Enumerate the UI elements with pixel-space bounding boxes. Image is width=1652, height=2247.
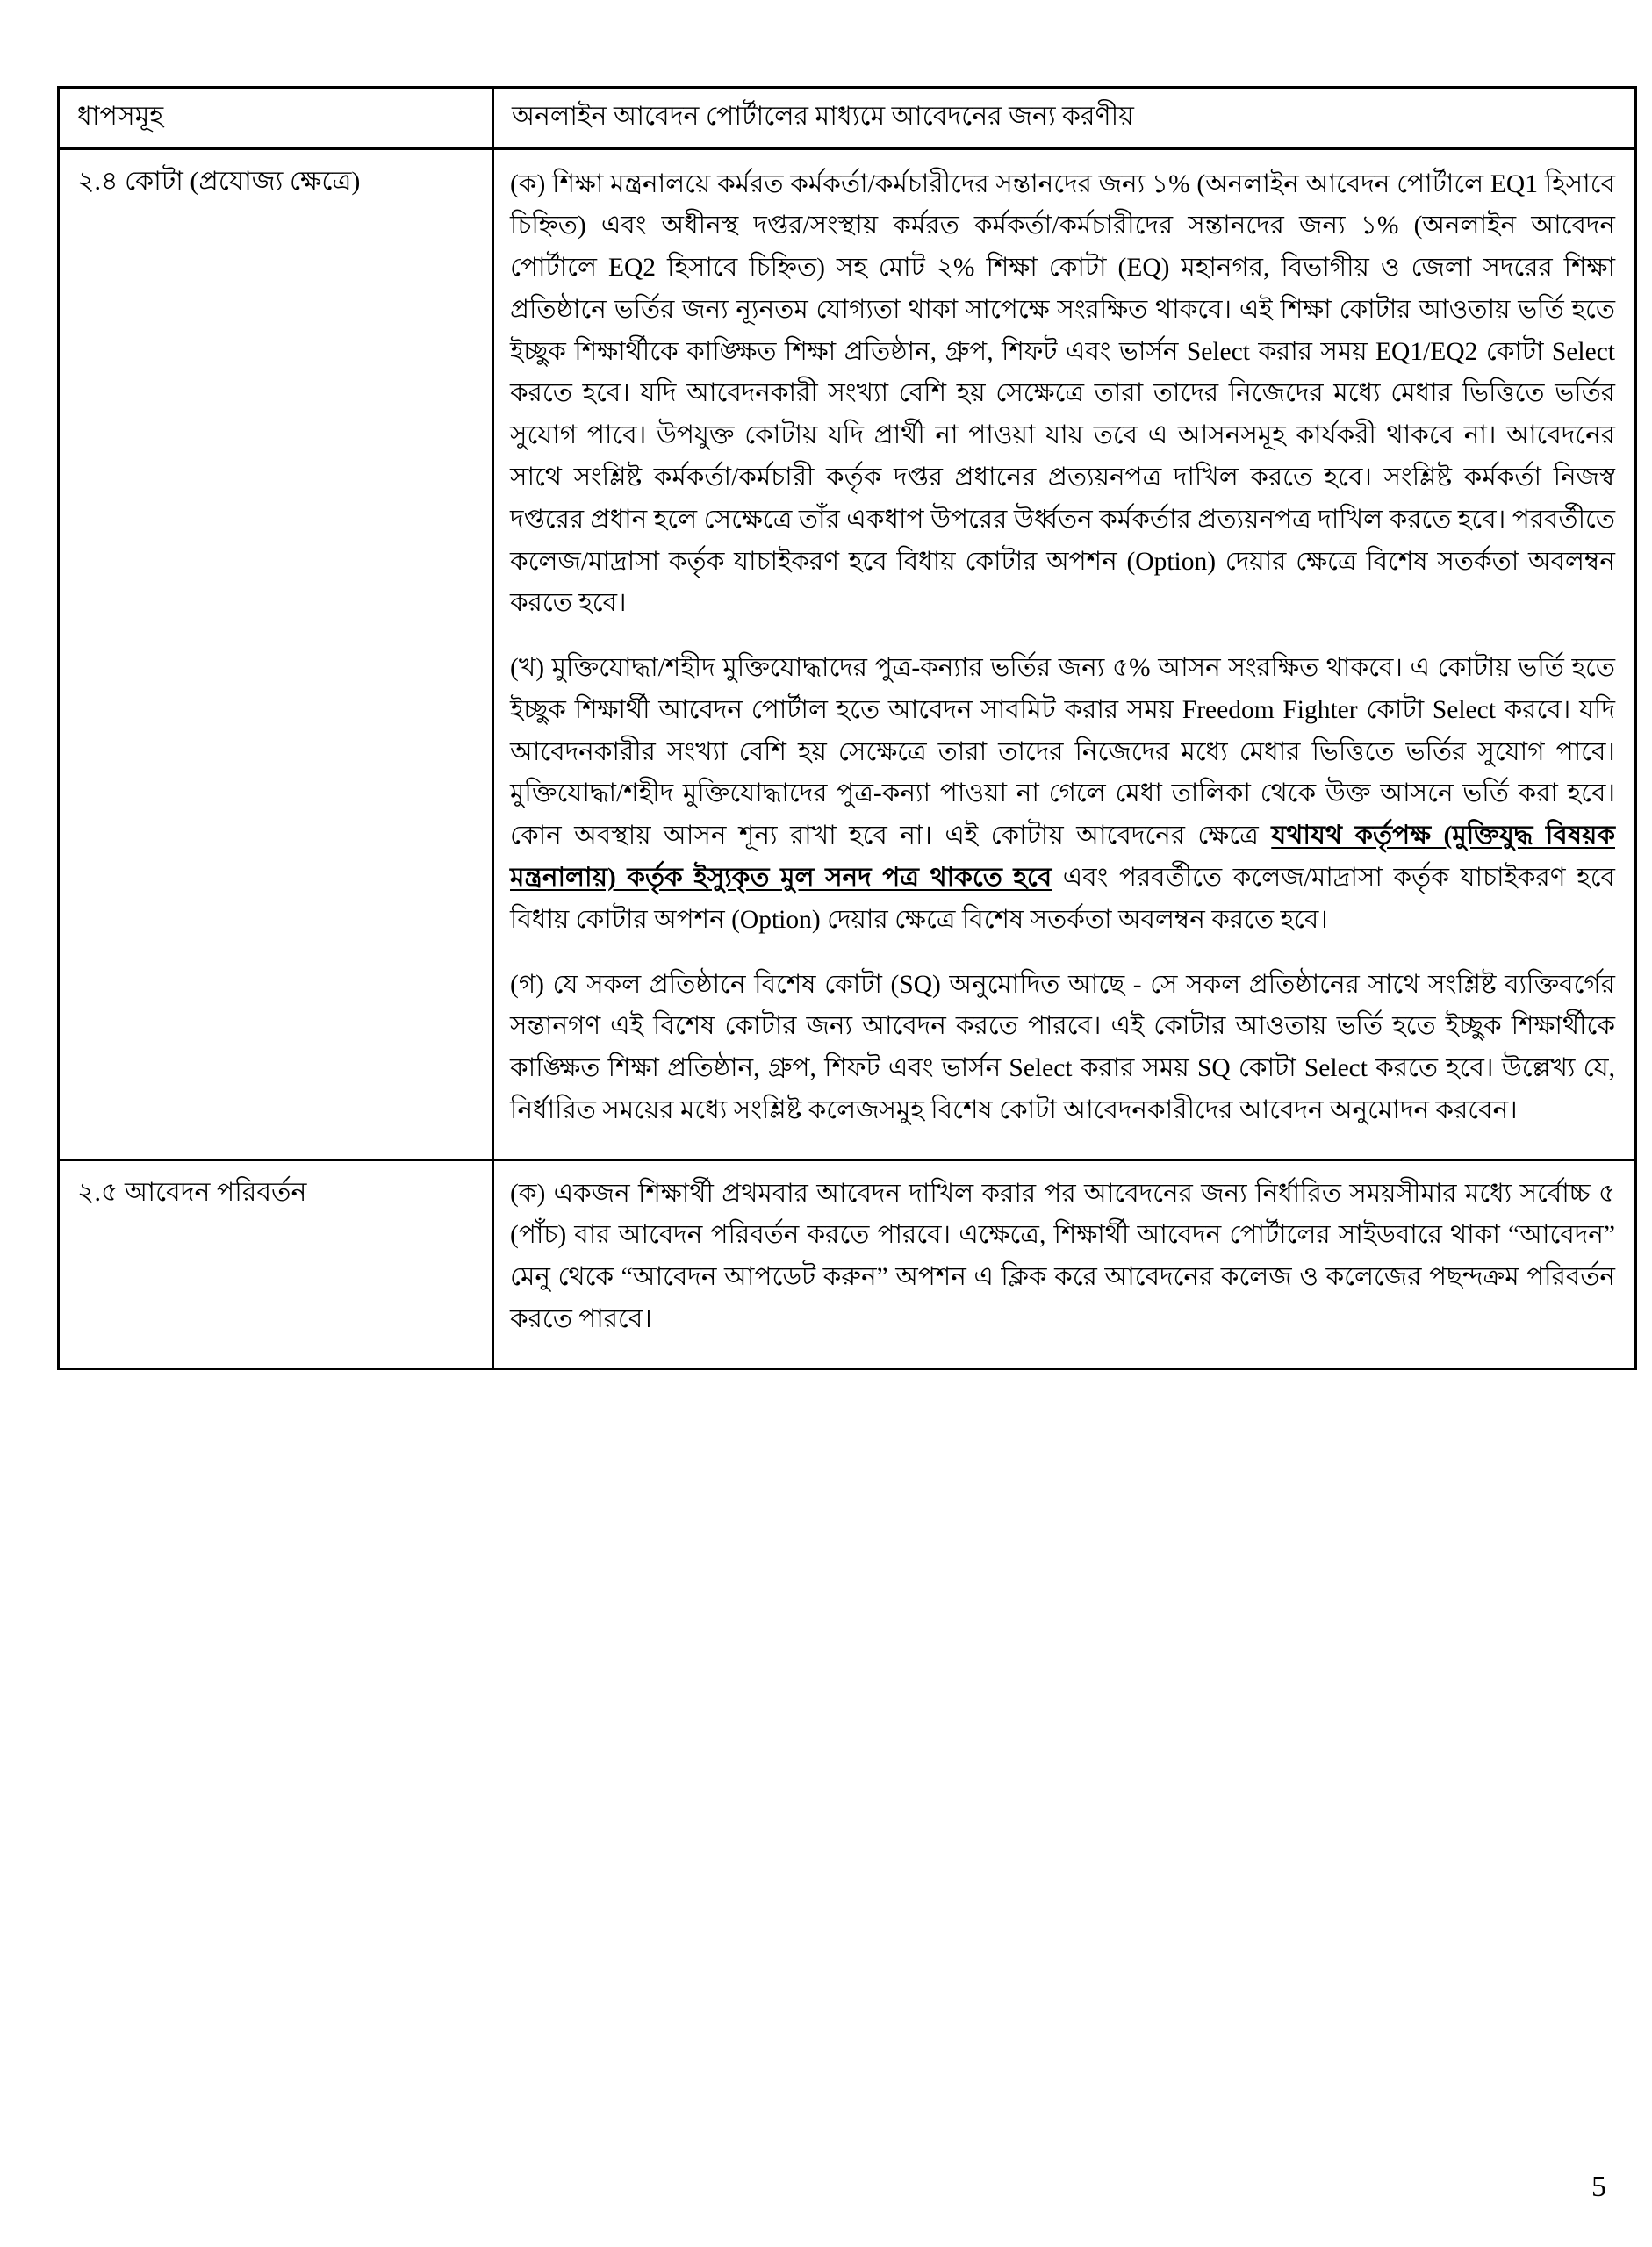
table-row [59, 148, 1636, 1159]
paragraph-kha-part1: (খ) মুক্তিযোদ্ধা/শহীদ মুক্তিযোদ্ধাদের পুত্র-কন্যার ভর্তির জন্য ৫% আসন সংরক্ষিত থাকবে। এ কোটায় ভর্তি হতে ইচ্ছুক শিক্ষার্থী আবেদন পোর্টাল হতে আবেদন সাবমিট করার সময় Freedom Fighter কোটা Select করবে। যদি আবেদনকারীর সংখ্যা বেশি হয় সেক্ষেত্রে তারা তাদের নিজেদের মধ্যে মেধার ভিত্তিতে ভর্তির সুযোগ পাবে। মুক্তিযোদ্ধা/শহীদ মুক্তিযোদ্ধাদের পুত্র-কন্যা পাওয়া না গেলে মেধা তালিকা থেকে উক্ত আসনে ভর্তি করা হবে। কোন অবস্থায় আসন শূন্য রাখা হবে না। এই কোটায় আবেদনের ক্ষেত্রে [510, 654, 1615, 851]
content-cell-quota [493, 148, 1636, 1159]
paragraph-ka: (ক) শিক্ষা মন্ত্রনালয়ে কর্মরত কর্মকর্তা/কর্মচারীদের সন্তানদের জন্য ১% (অনলাইন আবেদন পোর্টালে EQ1 হিসাবে চিহ্নিত) এবং অধীনস্থ দপ্তর/সংস্থায় কর্মরত কর্মকর্তা/কর্মচারীদের সন্তানদের জন্য ১% (অনলাইন আবেদন পোর্টালে EQ2 হিসাবে চিহ্নিত) সহ মোট ২% শিক্ষা কোটা (EQ) মহানগর, বিভাগীয় ও জেলা সদরের শিক্ষা প্রতিষ্ঠানে ভর্তির জন্য ন্যূনতম যোগ্যতা থাকা সাপেক্ষে সংরক্ষিত থাকবে। এই শিক্ষা কোটার আওতায় ভর্তি হতে ইচ্ছুক শিক্ষার্থীকে কাঙ্ক্ষিত শিক্ষা প্রতিষ্ঠান, গ্রুপ, শিফট এবং ভার্সন Select করার সময় EQ1/EQ2 কোটা Select করতে হবে। যদি আবেদনকারী সংখ্যা বেশি হয় সেক্ষেত্রে তারা তাদের নিজেদের মধ্যে মেধার ভিত্তিতে ভর্তির সুযোগ পাবে। উপযুক্ত কোটায় যদি প্রার্থী না পাওয়া যায় তবে এ আসনসমূহ কার্যকরী থাকবে না। আবেদনের সাথে সংশ্লিষ্ট কর্মকর্তা/কর্মচারী কর্তৃক দপ্তর প্রধানের প্রত্যয়নপত্র দাখিল করতে হবে। সংশ্লিষ্ট কর্মকর্তা নিজস্ব দপ্তরের প্রধান হলে সেক্ষেত্রে তাঁর একধাপ উপরের উর্ধ্বতন কর্মকর্তার প্রত্যয়নপত্র দাখিল করতে হবে। পরবর্তীতে কলেজ/মাদ্রাসা কর্তৃক যাচাইকরণ হবে বিধায় কোটার অপশন (Option) দেয়ার ক্ষেত্রে বিশেষ সতর্কতা অবলম্বন করতে হবে। [510, 169, 1615, 618]
page-number: 5 [1591, 2171, 1606, 2203]
header-cell-steps [59, 88, 493, 149]
header-cell-actions [493, 88, 1636, 149]
table-header-row [59, 88, 1636, 149]
table-row [59, 1159, 1636, 1368]
paragraph-kha-part2: এবং পরবর্তীতে কলেজ/মাদ্রাসা কর্তৃক যাচাইকরণ হবে বিধায় কোটার অপশন (Option) দেয়ার ক্ষেত্রে বিশেষ সতর্কতা অবলম্বন করতে হবে। [510, 864, 1615, 934]
content-cell-application-change [493, 1159, 1636, 1368]
header-label-actions: অনলাইন আবেদন পোর্টালের মাধ্যমে আবেদনের জন্য করণীয় [512, 102, 1134, 131]
paragraph-ka2: (ক) একজন শিক্ষার্থী প্রথমবার আবেদন দাখিল করার পর আবেদনের জন্য নির্ধারিত সময়সীমার মধ্যে সর্বোচ্চ ৫ (পাঁচ) বার আবেদন পরিবর্তন করতে পারবে। এক্ষেত্রে, শিক্ষার্থী আবেদন পোর্টালের সাইডবারে থাকা “আবেদন” মেনু থেকে “আবেদন আপডেট করুন” অপশন এ ক্লিক করে আবেদনের কলেজ ও কলেজের পছন্দক্রম পরিবর্তন করতে পারবে। [510, 1179, 1615, 1334]
step-cell-application-change [59, 1159, 493, 1368]
procedure-table [57, 86, 1637, 1370]
paragraph-kha [510, 648, 1615, 941]
header-label-steps: ধাপসমূহ [77, 102, 164, 131]
step-cell-quota [59, 148, 493, 1159]
step-label-quota: ২.৪ কোটা (প্রযোজ্য ক্ষেত্রে) [77, 166, 361, 196]
paragraph-ga: (গ) যে সকল প্রতিষ্ঠানে বিশেষ কোটা (SQ) অনুমোদিত আছে - সে সকল প্রতিষ্ঠানের সাথে সংশ্লিষ্ট ব্যক্তিবর্গের সন্তানগণ এই বিশেষ কোটার জন্য আবেদন করতে পারবে। এই কোটার আওতায় ভর্তি হতে ইচ্ছুক শিক্ষার্থীকে কাঙ্ক্ষিত শিক্ষা প্রতিষ্ঠান, গ্রুপ, শিফট এবং ভার্সন Select করার সময় SQ কোটা Select করতে হবে। উল্লেখ্য যে, নির্ধারিত সময়ের মধ্যে সংশ্লিষ্ট কলেজসমুহ বিশেষ কোটা আবেদনকারীদের আবেদন অনুমোদন করবেন। [510, 970, 1615, 1124]
paragraph-kha-emphasis: যথাযথ কর্তৃপক্ষ (মুক্তিযুদ্ধ বিষয়ক মন্ত্রনালায়) কর্তৃক ইস্যুকৃত মুল সনদ পত্র থাকতে হবে [510, 822, 1615, 892]
step-label-application-change: ২.৫ আবেদন পরিবর্তন [77, 1177, 307, 1207]
